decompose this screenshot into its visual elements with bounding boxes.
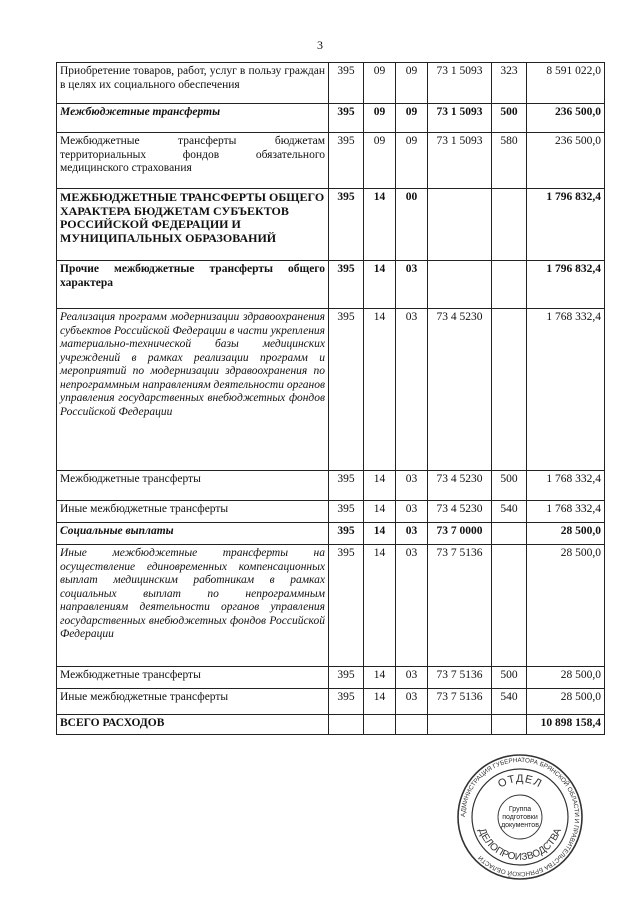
row-vr	[492, 523, 527, 545]
table-row-total	[57, 715, 605, 735]
row-sum: 28 500,0	[527, 523, 605, 545]
row-name: Межбюджетные трансферты	[57, 104, 329, 133]
row-pr: 09	[396, 133, 428, 189]
stamp-center-text	[455, 806, 585, 830]
table-row	[57, 63, 605, 104]
row-rz	[364, 715, 396, 735]
row-csr: 73 7 5136	[428, 667, 492, 689]
table-row	[57, 104, 605, 133]
table-row	[57, 689, 605, 715]
office-stamp	[455, 752, 585, 882]
row-csr	[428, 715, 492, 735]
row-name: Межбюджетные трансферты бюджетам территориальных фондов обязательного медицинского страхования	[57, 133, 329, 189]
row-name: Социальные выплаты	[57, 523, 329, 545]
stamp-outer-text: АДМИНИСТРАЦИЯ ГУБЕРНАТОРА БРЯНСКОЙ ОБЛАСТИ И ПРАВИТЕЛЬСТВА БРЯНСКОЙ ОБЛАСТИ	[459, 756, 581, 878]
row-sum: 236 500,0	[527, 104, 605, 133]
stamp-center-line: подготовки	[502, 814, 538, 821]
row-rz: 14	[364, 309, 396, 471]
row-name: Межбюджетные трансферты	[57, 667, 329, 689]
row-rz: 14	[364, 471, 396, 501]
row-rz: 14	[364, 545, 396, 667]
row-gr: 395	[329, 501, 364, 523]
row-csr: 73 4 5230	[428, 471, 492, 501]
row-pr: 03	[396, 261, 428, 309]
row-pr: 03	[396, 309, 428, 471]
row-vr: 500	[492, 471, 527, 501]
row-gr: 395	[329, 63, 364, 104]
row-name: Реализация программ модернизации здравоохранения субъектов Российской Федерации в части укрепления материально-технической базы медицинских учреждений в рамках реализации программ и мероприятий по модернизации здравоохранения по непрограммным направлениям деятельности органов управления государственных внебюджетных фондов Российской Федерации	[57, 309, 329, 471]
stamp-arc-top-text: ОТДЕЛ	[496, 772, 545, 791]
row-sum: 236 500,0	[527, 133, 605, 189]
table-row	[57, 545, 605, 667]
row-sum: 28 500,0	[527, 667, 605, 689]
row-rz: 14	[364, 189, 396, 261]
row-gr: 395	[329, 689, 364, 715]
row-rz: 14	[364, 689, 396, 715]
row-csr: 73 7 5136	[428, 689, 492, 715]
row-gr: 395	[329, 261, 364, 309]
table-row	[57, 667, 605, 689]
row-pr: 03	[396, 689, 428, 715]
table-row	[57, 501, 605, 523]
row-name: Прочие межбюджетные трансферты общего характера	[57, 261, 329, 309]
row-pr: 09	[396, 63, 428, 104]
row-csr: 73 1 5093	[428, 63, 492, 104]
expenditure-table	[56, 62, 605, 735]
row-csr: 73 7 0000	[428, 523, 492, 545]
row-pr	[396, 715, 428, 735]
row-name: Межбюджетные трансферты	[57, 471, 329, 501]
row-vr	[492, 715, 527, 735]
row-csr: 73 7 5136	[428, 545, 492, 667]
row-rz: 14	[364, 501, 396, 523]
row-rz: 14	[364, 261, 396, 309]
row-pr: 03	[396, 501, 428, 523]
row-name: Иные межбюджетные трансферты	[57, 689, 329, 715]
stamp-arc-bottom-text: ДЕЛОПРОИЗВОДСТВА	[476, 826, 564, 864]
row-gr: 395	[329, 133, 364, 189]
row-sum: 28 500,0	[527, 689, 605, 715]
row-csr: 73 4 5230	[428, 309, 492, 471]
row-pr: 03	[396, 667, 428, 689]
row-name: МЕЖБЮДЖЕТНЫЕ ТРАНСФЕРТЫ ОБЩЕГО ХАРАКТЕРА БЮДЖЕТАМ СУБЪЕКТОВ РОССИЙСКОЙ ФЕДЕРАЦИИ И МУНИЦИПАЛЬНЫХ ОБРАЗОВАНИЙ	[57, 189, 329, 261]
row-csr: 73 4 5230	[428, 501, 492, 523]
row-gr	[329, 715, 364, 735]
row-gr: 395	[329, 667, 364, 689]
row-vr: 500	[492, 104, 527, 133]
row-sum: 1 796 832,4	[527, 189, 605, 261]
row-vr: 540	[492, 689, 527, 715]
row-sum: 1 768 332,4	[527, 471, 605, 501]
row-pr: 09	[396, 104, 428, 133]
row-vr: 580	[492, 133, 527, 189]
row-sum: 1 768 332,4	[527, 309, 605, 471]
row-name: Иные межбюджетные трансферты на осуществление единовременных компенсационных выплат медицинским работникам в рамках социальных выплат по непрограммным направлениям деятельности органов управления государственных внебюджетных фондов Российской Федерации	[57, 545, 329, 667]
row-pr: 03	[396, 471, 428, 501]
row-vr: 540	[492, 501, 527, 523]
stamp-center-line: Группа	[508, 806, 532, 813]
row-gr: 395	[329, 104, 364, 133]
row-rz: 14	[364, 667, 396, 689]
table-row	[57, 189, 605, 261]
row-gr: 395	[329, 545, 364, 667]
row-name: Приобретение товаров, работ, услуг в пользу граждан в целях их социального обеспечения	[57, 63, 329, 104]
row-rz: 09	[364, 104, 396, 133]
table-row	[57, 523, 605, 545]
row-rz: 09	[364, 133, 396, 189]
table-row	[57, 133, 605, 189]
row-csr	[428, 189, 492, 261]
table-row	[57, 471, 605, 501]
row-rz: 14	[364, 523, 396, 545]
row-vr	[492, 309, 527, 471]
row-rz: 09	[364, 63, 396, 104]
row-csr	[428, 261, 492, 309]
row-vr	[492, 189, 527, 261]
row-name: ВСЕГО РАСХОДОВ	[57, 715, 329, 735]
row-csr: 73 1 5093	[428, 104, 492, 133]
row-sum: 28 500,0	[527, 545, 605, 667]
row-vr	[492, 545, 527, 667]
row-sum: 8 591 022,0	[527, 63, 605, 104]
row-vr: 500	[492, 667, 527, 689]
stamp-center-line: документов	[501, 822, 539, 829]
row-gr: 395	[329, 189, 364, 261]
row-vr: 323	[492, 63, 527, 104]
row-pr: 03	[396, 523, 428, 545]
row-vr	[492, 261, 527, 309]
row-gr: 395	[329, 471, 364, 501]
row-sum: 10 898 158,4	[527, 715, 605, 735]
table-row	[57, 309, 605, 471]
row-gr: 395	[329, 523, 364, 545]
row-pr: 00	[396, 189, 428, 261]
page-number: 3	[317, 38, 323, 52]
row-sum: 1 768 332,4	[527, 501, 605, 523]
row-pr: 03	[396, 545, 428, 667]
row-gr: 395	[329, 309, 364, 471]
row-name: Иные межбюджетные трансферты	[57, 501, 329, 523]
row-sum: 1 796 832,4	[527, 261, 605, 309]
table-row	[57, 261, 605, 309]
row-csr: 73 1 5093	[428, 133, 492, 189]
